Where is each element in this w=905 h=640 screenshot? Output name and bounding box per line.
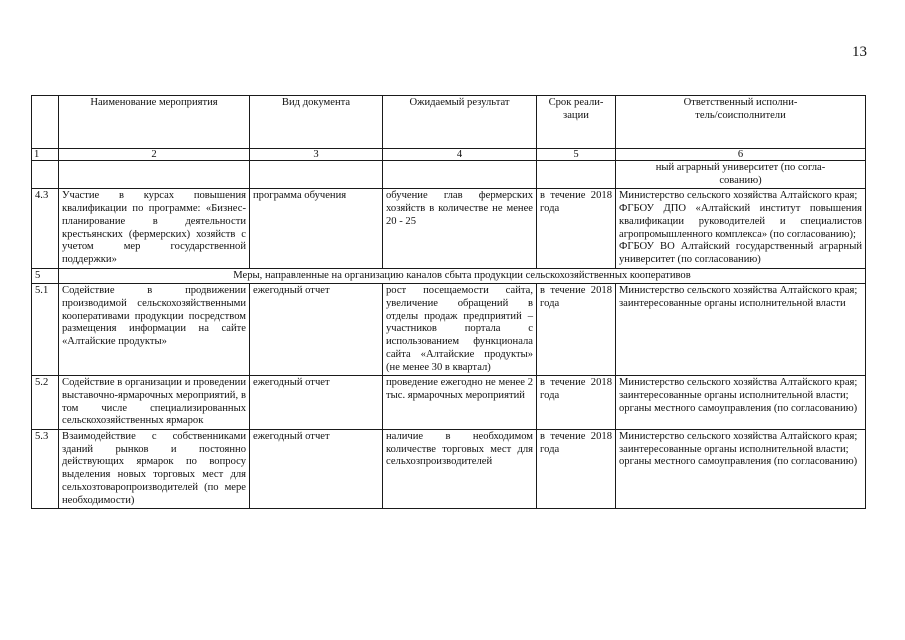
expected-result: рост посещаемости сайта, увеличение обращений в отделы продаж предприятий – участников портала с использованием функционала сайта «Алтайские продукты» (не менее 30 в квартал) xyxy=(383,284,537,376)
deadline: в течение 2018 года xyxy=(537,284,616,376)
col-num: 5 xyxy=(537,149,616,161)
responsible-item: органы местного самоуправления (по согласованию) xyxy=(619,402,858,414)
header-responsible: Ответственный исполни- тель/соисполнители xyxy=(616,96,866,149)
responsible-cell xyxy=(616,284,866,376)
table-row xyxy=(32,284,866,376)
responsible-item: органы местного самоуправления (по согласованию) xyxy=(619,456,858,468)
responsible-item: Министерство сельского хозяйства Алтайского края; xyxy=(619,431,858,443)
row-number: 5.2 xyxy=(32,376,59,430)
row-number: 5.1 xyxy=(32,284,59,376)
responsible-item: заинтересованные органы исполнительной власти xyxy=(619,298,846,310)
measure-name: Содействие в продвижении производимой сельскохозяйственными кооперативами продукции посредством размещения информации на сайте «Алтайские продукты» xyxy=(59,284,250,376)
col-num: 4 xyxy=(383,149,537,161)
section-title: Меры, направленные на организацию каналов сбыта продукции сельскохозяйственных кооперативов xyxy=(59,268,866,284)
expected-result: обучение глав фермерских хозяйств в количестве не менее 20 - 25 xyxy=(383,189,537,268)
document-type: программа обучения xyxy=(250,189,383,268)
responsible-item: ФГБОУ ВО Алтайский государственный аграрный университет (по согласованию) xyxy=(619,241,862,265)
table-row xyxy=(32,189,866,268)
responsible-cell xyxy=(616,189,866,268)
col-num: 3 xyxy=(250,149,383,161)
page-number: 13 xyxy=(852,44,867,60)
table-row xyxy=(32,161,866,189)
responsible-item: Министерство сельского хозяйства Алтайского края; xyxy=(619,377,858,389)
responsible-item: заинтересованные органы исполнительной власти; xyxy=(619,389,849,401)
header-num xyxy=(32,96,59,149)
col-num: 1 xyxy=(32,149,59,161)
col-num: 6 xyxy=(616,149,866,161)
responsible-item: ФГБОУ ДПО «Алтайский институт повышения квалификации руководителей и специалистов агропромышленного комплекса» (по согласованию); xyxy=(619,203,862,240)
responsible-item: Министерство сельского хозяйства Алтайского края; xyxy=(619,285,858,297)
header-term: Срок реали- зации xyxy=(537,96,616,149)
column-number-row xyxy=(32,149,866,161)
measure-name: Участие в курсах повышения квалификации по программе: «Бизнес-планирование в деятельности крестьянских (фермерских) хозяйств с учетом мер государственной поддержки» xyxy=(59,189,250,268)
header-doc: Вид документа xyxy=(250,96,383,149)
section-row xyxy=(32,268,866,284)
deadline: в течение 2018 года xyxy=(537,376,616,430)
header-row xyxy=(32,96,866,149)
expected-result: проведение ежегодно не менее 2 тыс. ярмарочных мероприятий xyxy=(383,376,537,430)
expected-result: наличие в необходимом количестве торговых мест для сельхозпроизводителей xyxy=(383,430,537,509)
document-type: ежегодный отчет xyxy=(250,284,383,376)
table-row xyxy=(32,430,866,509)
measure-name: Содействие в организации и проведении выставочно-ярмарочных мероприятий, в том числе специализированных сельскохозяйственных ярмарок xyxy=(59,376,250,430)
section-number: 5 xyxy=(32,268,59,284)
col-num: 2 xyxy=(59,149,250,161)
row-number: 5.3 xyxy=(32,430,59,509)
header-result: Ожидаемый результат xyxy=(383,96,537,149)
measure-name: Взаимодействие с собственниками зданий рынков и постоянно действующих ярмарок по вопросу выделения новых торговых мест для сельхозтоваропроизводителей (по мере необходимости) xyxy=(59,430,250,509)
responsible-cell: ный аграрный университет (по согла- сованию) xyxy=(616,161,866,189)
responsible-item: Министерство сельского хозяйства Алтайского края; xyxy=(619,190,858,202)
deadline: в течение 2018 года xyxy=(537,430,616,509)
document-type: ежегодный отчет xyxy=(250,430,383,509)
header-name: Наименование мероприятия xyxy=(59,96,250,149)
deadline: в течение 2018 года xyxy=(537,189,616,268)
measures-table xyxy=(31,95,866,509)
row-number: 4.3 xyxy=(32,189,59,268)
responsible-cell xyxy=(616,430,866,509)
table-row xyxy=(32,376,866,430)
responsible-item: заинтересованные органы исполнительной власти; xyxy=(619,443,849,455)
document-type: ежегодный отчет xyxy=(250,376,383,430)
responsible-cell xyxy=(616,376,866,430)
